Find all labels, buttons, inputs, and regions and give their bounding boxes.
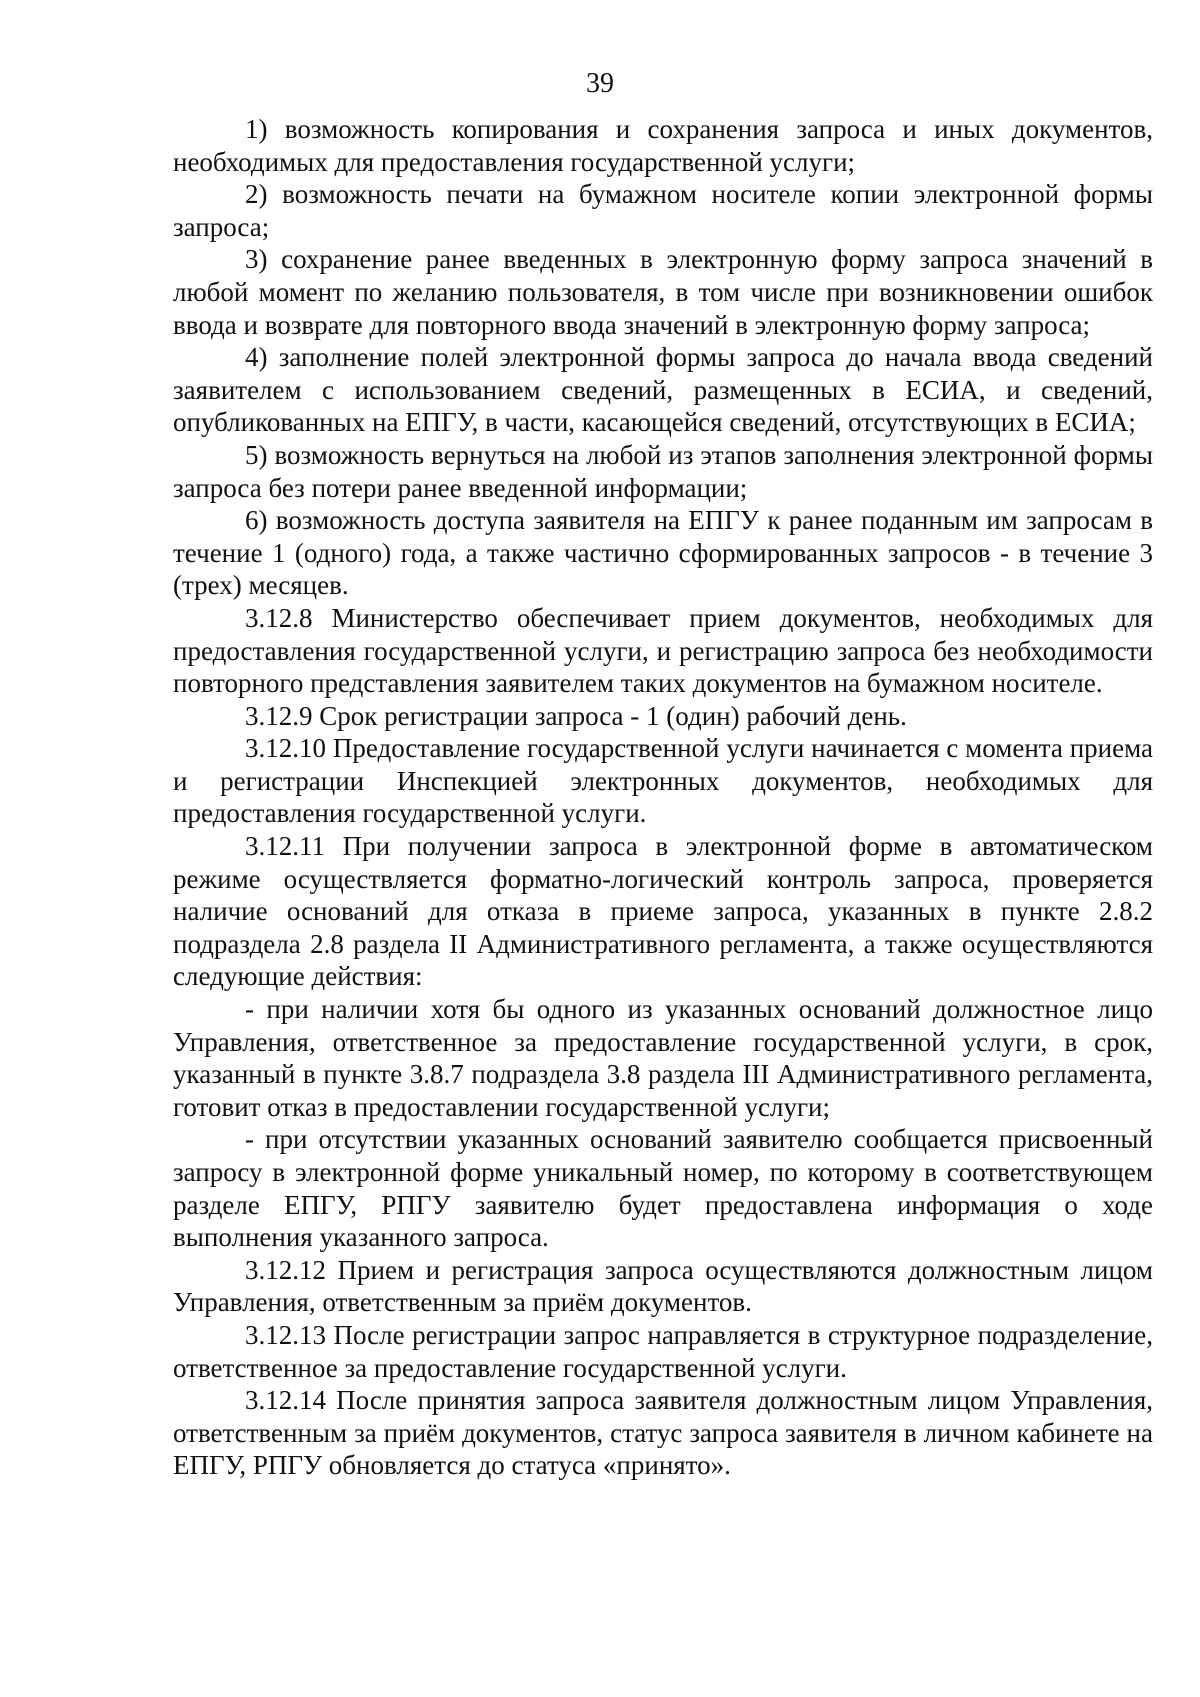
page-number: 39: [586, 68, 614, 99]
paragraph-item-1: 1) возможность копирования и сохранения запроса и иных документов, необходимых для предоставления государственной услуги;: [173, 114, 1153, 177]
paragraph-item-3: 3) сохранение ранее введенных в электронную форму запроса значений в любой момент по желанию пользователя, в том числе при возникновении ошибок ввода и возврате для повторного ввода значений в электронную форму запроса;: [173, 244, 1153, 340]
paragraph-item-6: 6) возможность доступа заявителя на ЕПГУ к ранее поданным им запросам в течение 1 (одного) года, а также частично сформированных запросов - в течение 3 (трех) месяцев.: [173, 505, 1153, 601]
paragraph-3-12-12: 3.12.12 Прием и регистрация запроса осуществляются должностным лицом Управления, ответственным за приём документов.: [173, 1254, 1153, 1318]
document-body: [173, 113, 1153, 1482]
paragraph-3-12-13: 3.12.13 После регистрации запрос направляется в структурное подразделение, ответственное за предоставление государственной услуги.: [173, 1319, 1153, 1383]
paragraph-3-12-9: 3.12.9 Срок регистрации запроса - 1 (один) рабочий день.: [245, 700, 907, 731]
paragraph-bullet-2: - при отсутствии указанных оснований заявителю сообщается присвоенный запросу в электронной форме уникальный номер, по которому в соответствующем разделе ЕПГУ, РПГУ заявителю будет предоставлена информация о ходе выполнения указанного запроса.: [173, 1124, 1153, 1253]
paragraph-3-12-8: 3.12.8 Министерство обеспечивает прием документов, необходимых для предоставления государственной услуги, и регистрацию запроса без необходимости повторного представления заявителем таких документов на бумажном носителе.: [173, 602, 1153, 699]
paragraph-bullet-1: - при наличии хотя бы одного из указанных оснований должностное лицо Управления, ответственное за предоставление государственной услуги, в срок, указанный в пункте 3.8.7 подраздела 3.8 раздела III Административного регламента, готовит отказ в предоставлении государственной услуги;: [173, 994, 1153, 1122]
paragraph-3-12-10: 3.12.10 Предоставление государственной услуги начинается с момента приема и регистрации Инспекцией электронных документов, необходимых для предоставления государственной услуги.: [173, 733, 1153, 829]
paragraph-3-12-14: 3.12.14 После принятия запроса заявителя должностным лицом Управления, ответственным за приём документов, статус запроса заявителя в личном кабинете на ЕПГУ, РПГУ обновляется до статуса «принято».: [173, 1385, 1153, 1481]
paragraph-item-4: 4) заполнение полей электронной формы запроса до начала ввода сведений заявителем с использованием сведений, размещенных в ЕСИА, и сведений, опубликованных на ЕПГУ, в части, касающейся сведений, отсутствующих в ЕСИА;: [173, 342, 1153, 438]
paragraph-3-12-11: 3.12.11 При получении запроса в электронной форме в автоматическом режиме осуществляется форматно-логический контроль запроса, проверяется наличие оснований для отказа в приеме запроса, указанных в пункте 2.8.2 подраздела 2.8 раздела II Административного регламента, а также осуществляются следующие действия:: [173, 831, 1153, 992]
paragraph-item-2: 2) возможность печати на бумажном носителе копии электронной формы запроса;: [173, 179, 1153, 242]
paragraph-item-5: 5) возможность вернуться на любой из этапов заполнения электронной формы запроса без потери ранее введенной информации;: [173, 439, 1153, 503]
